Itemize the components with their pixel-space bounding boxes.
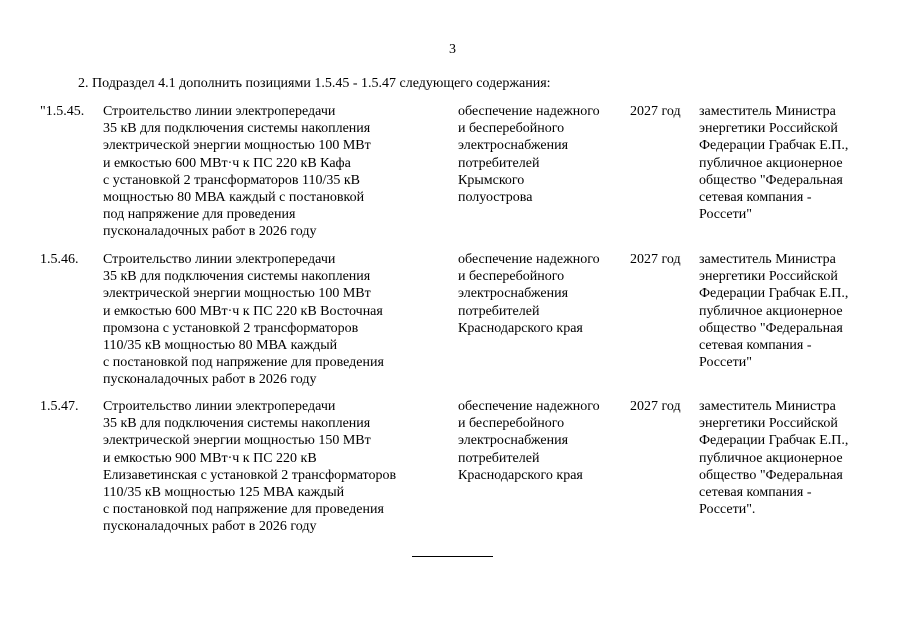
responsible-line: публичное акционерное	[699, 450, 843, 466]
goal-line: полуострова	[458, 190, 533, 206]
position-number: "1.5.45.	[40, 104, 85, 119]
description-line: с постановкой под напряжение для проведения	[103, 355, 384, 371]
responsible-line: Россети"	[699, 207, 752, 223]
description-line: 110/35 кВ мощностью 125 МВА каждый	[103, 485, 345, 501]
responsible-parties	[699, 398, 848, 518]
description-line: 35 кВ для подключения системы накопления	[103, 269, 371, 285]
goal-line: обеспечение надежного	[458, 252, 600, 267]
responsible-line: Россети"	[699, 355, 752, 371]
goal-line: и бесперебойного	[458, 416, 565, 432]
description-line: 35 кВ для подключения системы накопления	[103, 416, 371, 432]
responsible-line: энергетики Российской	[699, 121, 838, 137]
description-line: Елизаветинская с установкой 2 трансформаторов	[103, 467, 397, 483]
responsible-line: Россети".	[699, 502, 756, 518]
description-line: пусконаладочных работ в 2026 году	[103, 372, 317, 388]
description-line: Строительство линии электропередачи	[103, 399, 336, 414]
description-line: с постановкой под напряжение для проведения	[103, 502, 384, 518]
description-line: пусконаладочных работ в 2026 году	[103, 519, 317, 535]
deadline-year: 2027 год	[630, 252, 681, 267]
project-goal	[458, 398, 600, 484]
goal-line: потребителей	[458, 155, 540, 171]
project-description	[103, 251, 384, 389]
responsible-line: общество "Федеральная	[699, 320, 843, 336]
responsible-line: заместитель Министра	[699, 399, 836, 414]
responsible-line: общество "Федеральная	[699, 467, 843, 483]
responsible-line: сетевая компания -	[699, 338, 812, 354]
goal-line: и бесперебойного	[458, 121, 565, 137]
goal-line: Крымского	[458, 172, 525, 188]
description-line: под напряжение для проведения	[103, 207, 296, 223]
description-line: промзона с установкой 2 трансформаторов	[103, 320, 359, 336]
goal-line: потребителей	[458, 450, 540, 466]
goal-line: электроснабжения	[458, 286, 569, 302]
deadline-year: 2027 год	[630, 399, 681, 414]
position-number: 1.5.46.	[40, 252, 79, 267]
responsible-line: публичное акционерное	[699, 303, 843, 319]
responsible-parties	[699, 251, 848, 371]
goal-line: Краснодарского края	[458, 467, 583, 483]
goal-line: и бесперебойного	[458, 269, 565, 285]
description-line: 110/35 кВ мощностью 80 МВА каждый	[103, 338, 338, 354]
page-number: 3	[449, 42, 456, 57]
goal-line: потребителей	[458, 303, 540, 319]
closing-rule	[412, 556, 493, 557]
goal-line: Краснодарского края	[458, 320, 583, 336]
responsible-line: заместитель Министра	[699, 104, 836, 119]
description-line: Строительство линии электропередачи	[103, 104, 336, 119]
intro-paragraph: 2. Подраздел 4.1 дополнить позициями 1.5.45 - 1.5.47 следующего содержания:	[78, 76, 551, 91]
description-line: с установкой 2 трансформаторов 110/35 кВ	[103, 172, 361, 188]
responsible-line: публичное акционерное	[699, 155, 843, 171]
description-line: мощностью 80 МВА каждый с постановкой	[103, 190, 365, 206]
responsible-line: Федерации Грабчак Е.П.,	[699, 138, 849, 154]
project-description	[103, 103, 371, 241]
description-line: 35 кВ для подключения системы накопления	[103, 121, 371, 137]
project-description	[103, 398, 396, 536]
deadline-year: 2027 год	[630, 104, 681, 119]
responsible-line: общество "Федеральная	[699, 172, 843, 188]
description-line: и емкостью 600 МВт·ч к ПС 220 кВ Кафа	[103, 155, 351, 171]
project-goal	[458, 251, 600, 337]
description-line: электрической энергии мощностью 100 МВт	[103, 286, 371, 302]
responsible-line: сетевая компания -	[699, 485, 812, 501]
responsible-line: энергетики Российской	[699, 416, 838, 432]
goal-line: обеспечение надежного	[458, 399, 600, 414]
description-line: и емкостью 600 МВт·ч к ПС 220 кВ Восточная	[103, 303, 383, 319]
responsible-line: заместитель Министра	[699, 252, 836, 267]
description-line: электрической энергии мощностью 150 МВт	[103, 433, 371, 449]
responsible-line: Федерации Грабчак Е.П.,	[699, 286, 849, 302]
responsible-parties	[699, 103, 848, 223]
responsible-line: Федерации Грабчак Е.П.,	[699, 433, 849, 449]
goal-line: электроснабжения	[458, 433, 569, 449]
description-line: пусконаладочных работ в 2026 году	[103, 224, 317, 240]
goal-line: обеспечение надежного	[458, 104, 600, 119]
description-line: электрической энергии мощностью 100 МВт	[103, 138, 371, 154]
responsible-line: энергетики Российской	[699, 269, 838, 285]
responsible-line: сетевая компания -	[699, 190, 812, 206]
description-line: Строительство линии электропередачи	[103, 252, 336, 267]
project-goal	[458, 103, 600, 206]
description-line: и емкостью 900 МВт·ч к ПС 220 кВ	[103, 450, 317, 466]
position-number: 1.5.47.	[40, 399, 79, 414]
goal-line: электроснабжения	[458, 138, 569, 154]
